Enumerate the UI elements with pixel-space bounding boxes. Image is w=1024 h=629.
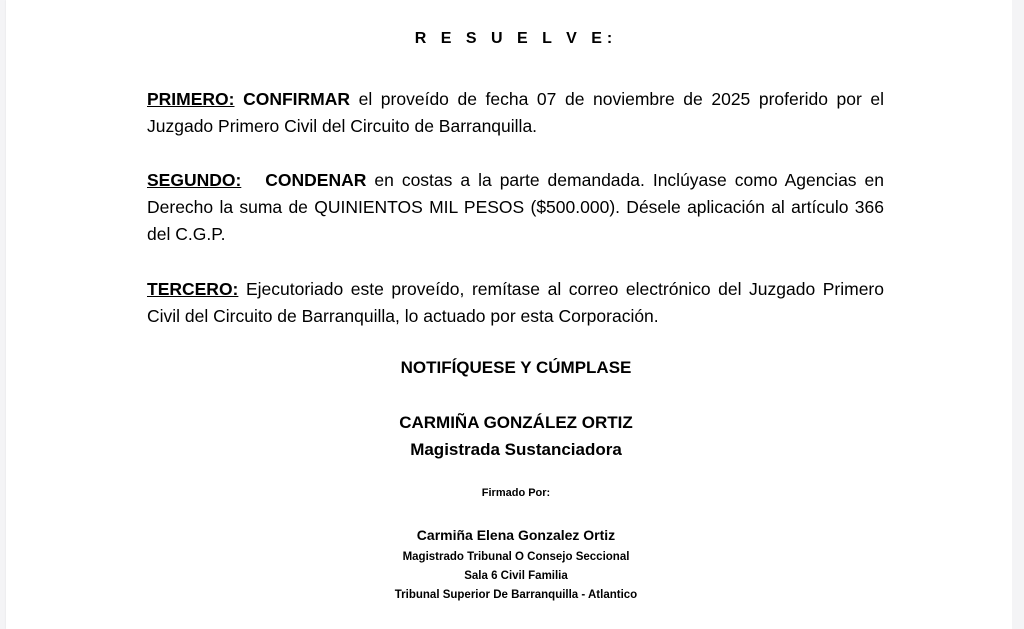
paragraph-text: el proveído de fecha 07 de noviembre de 2025 proferido por el Juzgado Primero Civil del Circuito de Barranquilla. bbox=[147, 89, 885, 136]
viewer-edge bbox=[1012, 0, 1024, 629]
paragraph-tercero bbox=[147, 276, 884, 330]
paragraph-label: PRIMERO: bbox=[147, 89, 235, 109]
signature-line-3: Tribunal Superior De Barranquilla - Atlantico bbox=[394, 589, 638, 601]
signer-role: Magistrada Sustanciadora bbox=[410, 440, 622, 459]
paragraph-text: Ejecutoriado este proveído, remítase al correo electrónico del Juzgado Primero Civil del Circuito de Barranquilla, lo actuado por esta Corporación. bbox=[147, 279, 884, 326]
signer-name: CARMIÑA GONZÁLEZ ORTIZ bbox=[399, 413, 633, 432]
signed-by-label: Firmado Por: bbox=[481, 487, 551, 499]
signature-line-2: Sala 6 Civil Familia bbox=[464, 570, 568, 582]
paragraph-text: en costas a la parte demandada. Inclúyase como Agencias en Derecho la suma de QUINIENTOS MIL PESOS ($500.000). Désele aplicación al artículo 366 del C.G.P. bbox=[147, 170, 885, 244]
closing-statement: NOTIFÍQUESE Y CÚMPLASE bbox=[400, 358, 632, 377]
paragraph-label: SEGUNDO: bbox=[147, 170, 242, 190]
paragraph-verb: CONDENAR bbox=[265, 170, 367, 190]
resolution-heading: R E S U E L V E: bbox=[414, 30, 618, 47]
signature-name: Carmiña Elena Gonzalez Ortiz bbox=[416, 527, 616, 543]
paragraph-verb: CONFIRMAR bbox=[243, 89, 351, 109]
document-page bbox=[6, 0, 1012, 629]
paragraph-primero bbox=[147, 86, 884, 140]
signature-line-1: Magistrado Tribunal O Consejo Seccional bbox=[402, 551, 630, 563]
paragraph-segundo bbox=[147, 167, 884, 248]
paragraph-label: TERCERO: bbox=[147, 279, 239, 299]
